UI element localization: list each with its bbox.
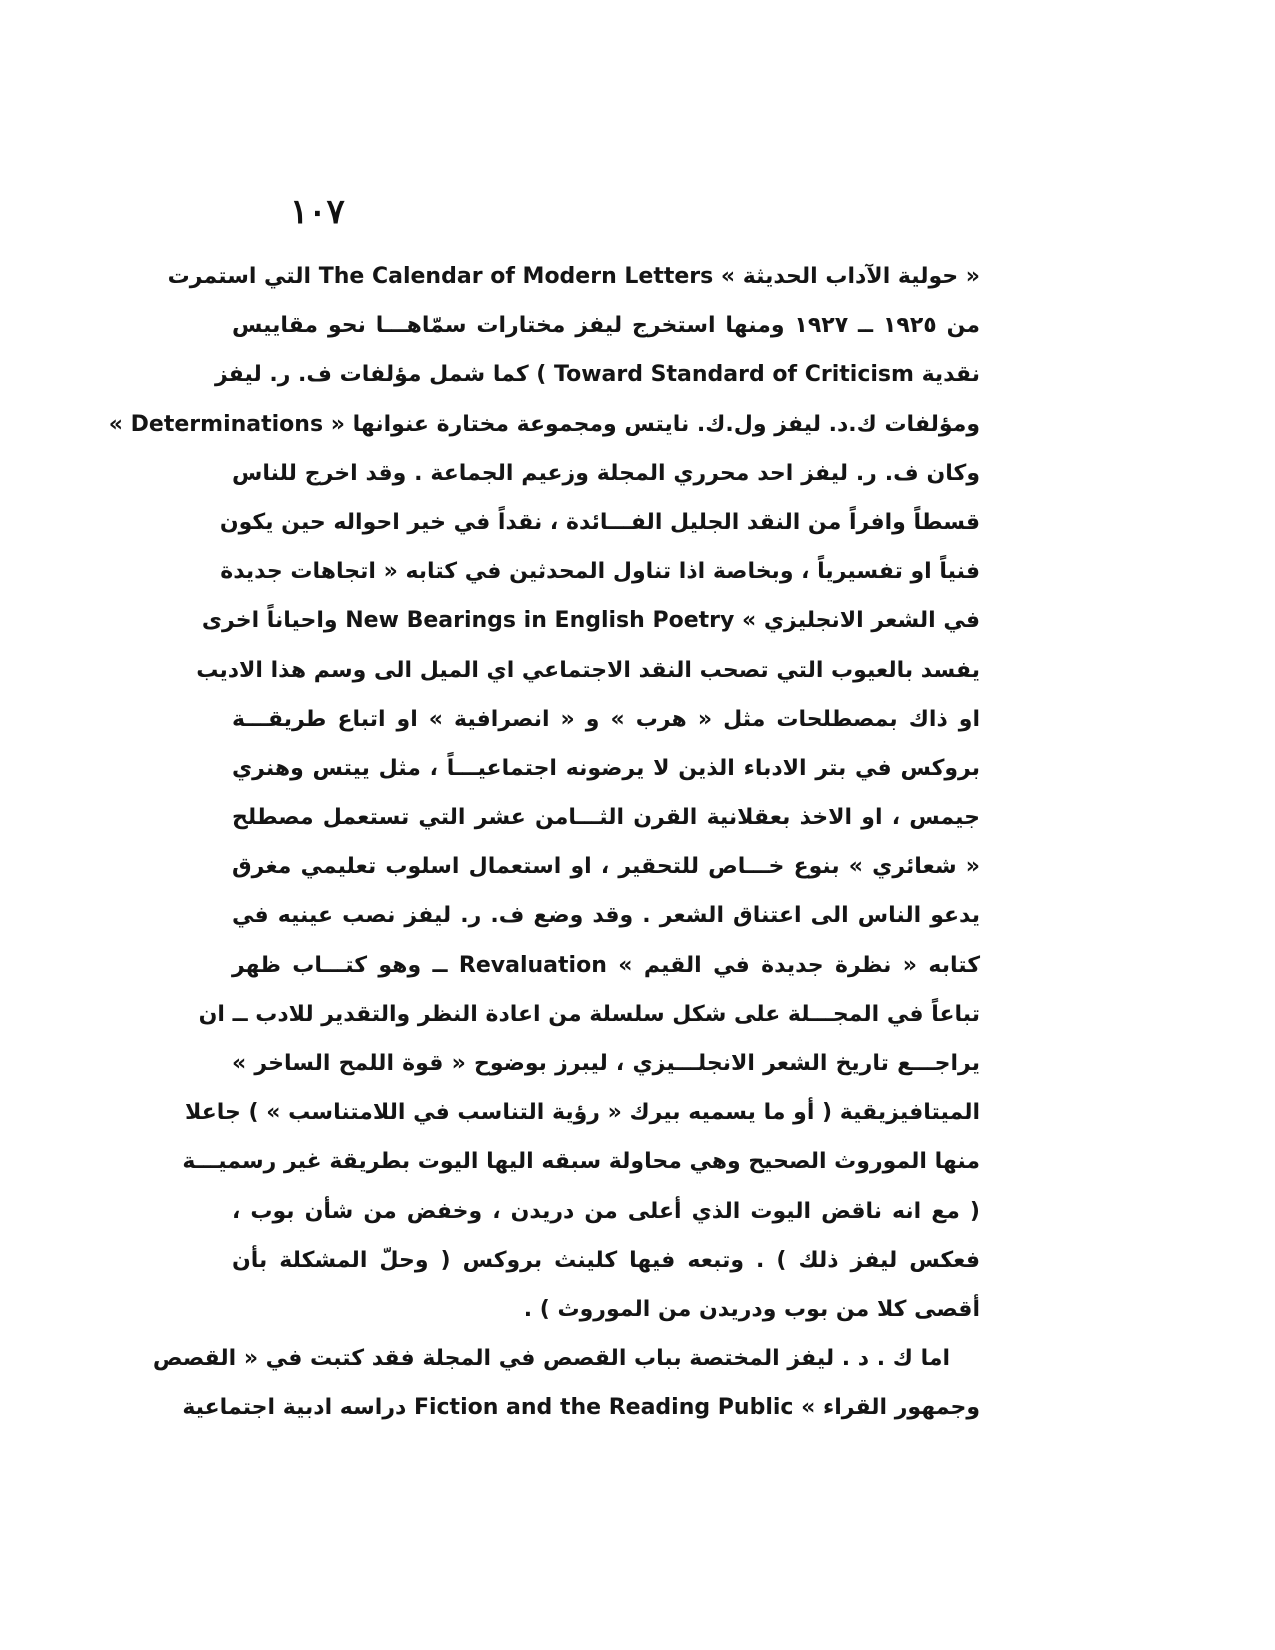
text-line: فنياً او تفسيرياً ، وبخاصة اذا تناول المحدثين في كتابه « اتجاهات جديدة bbox=[220, 559, 980, 585]
text-line: الميتافيزيقية ( أو ما يسميه بيرك « رؤية التناسب في اللامتناسب » ) جاعلا bbox=[185, 1100, 980, 1126]
text-line: يدعو الناس الى اعتناق الشعر . وقد وضع ف. ر. ليفز نصب عينيه في bbox=[232, 903, 980, 929]
text-line: منها الموروث الصحيح وهي محاولة سبقه اليها اليوت بطريقة غير رسميـــة bbox=[182, 1149, 980, 1175]
text-line: تباعاً في المجـــلة على شكل سلسلة من اعادة النظر والتقدير للادب ــ ان bbox=[198, 1001, 980, 1027]
text-line: وكان ف. ر. ليفز احد محرري المجلة وزعيم الجماعة . وقد اخرج للناس bbox=[232, 460, 980, 486]
text-line: يراجـــع تاريخ الشعر الانجلـــيزي ، ليبرز بوضوح « قوة اللمح الساخر » bbox=[232, 1051, 980, 1076]
text-line: يفسد بالعيوب التي تصحب النقد الاجتماعي اي الميل الى وسم هذا الاديب bbox=[196, 657, 980, 683]
text-line: قسطاً وافراً من النقد الجليل الفـــائدة ، نقداً في خير احواله حين يكون bbox=[219, 509, 980, 535]
text-line: في الشعر الانجليزي » New Bearings in English Poetry واحياناً اخرى bbox=[201, 608, 980, 634]
text-line: « شعائري » بنوع خـــاص للتحقير ، او استعمال اسلوب تعليمي مغرق bbox=[232, 854, 980, 880]
paragraph-end-line: أقصى كلا من بوب ودريدن من الموروث ) . bbox=[523, 1296, 980, 1322]
text-line: بروكس في بتر الادباء الذين لا يرضونه اجتماعيـــاً ، مثل ييتس وهنري bbox=[232, 755, 980, 781]
text-line: من ١٩٢٥ ــ ١٩٢٧ ومنها استخرج ليفز مختارات سمّاهـــا نحو مقاييس bbox=[232, 313, 981, 339]
body-text bbox=[108, 252, 981, 1433]
text-line: فعكس ليفز ذلك ) . وتبعه فيها كلينث بروكس ( وحلّ المشكلة بأن bbox=[232, 1247, 980, 1273]
text-line: كتابه « نظرة جديدة في القيم » Revaluation ــ وهو كتـــاب ظهر bbox=[232, 952, 981, 978]
text-line: جيمس ، او الاخذ بعقلانية القرن الثـــامن عشر التي تستعمل مصطلح bbox=[232, 805, 980, 831]
text-line: ومؤلفات ك.د. ليفز ول.ك. نايتس ومجموعة مختارة عنوانها « Determinations » bbox=[108, 411, 980, 437]
text-line: نقدية Toward Standard of Criticism ) كما شمل مؤلفات ف. ر. ليفز bbox=[214, 362, 980, 388]
text-line: وجمهور القراء » Fiction and the Reading Public دراسه ادبية اجتماعية bbox=[182, 1395, 980, 1421]
text-line: « حولية الآداب الحديثة » The Calendar of Modern Letters التي استمرت bbox=[167, 264, 980, 289]
page-number: ١٠٧ bbox=[290, 192, 345, 232]
text-line: او ذاك بمصطلحات مثل « هرب » و « انصرافية » او اتباع طريقـــة bbox=[232, 706, 980, 732]
paragraph-start-line: اما ك . د . ليفز المختصة بباب القصص في المجلة فقد كتبت في « القصص bbox=[152, 1346, 950, 1372]
text-line: ( مع انه ناقض اليوت الذي أعلى من دريدن ، وخفض من شأن بوب ، bbox=[232, 1198, 980, 1224]
